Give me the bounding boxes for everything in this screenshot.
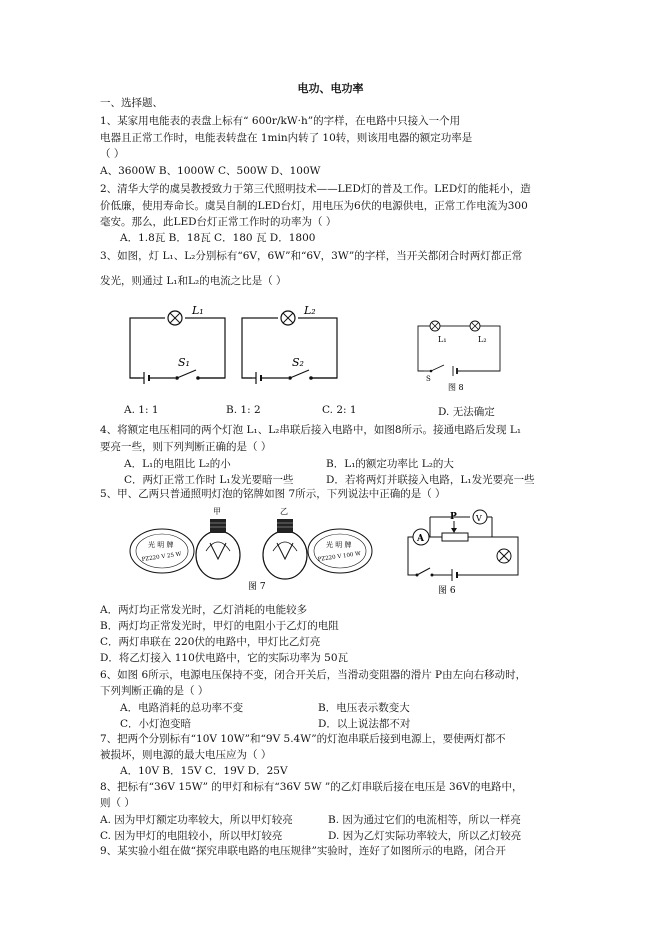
fig6-ammeter-label: A xyxy=(417,534,424,544)
rheostat-icon xyxy=(442,533,468,541)
circuit-2 xyxy=(242,304,337,384)
q3-option-d: D. 无法确定 xyxy=(438,406,495,418)
fig6-caption: 图 6 xyxy=(438,586,456,596)
q4-option-c: C．两灯正常工作时 L₁发光要暗一些 xyxy=(124,474,294,486)
q5-option-b: B．两灯均正常发光时，甲灯的电阻小于乙灯的电阻 xyxy=(100,620,339,632)
q2-line-3: 毫安。那么，此LED台灯正常工作时的功率为（ ） xyxy=(100,216,337,228)
bulb-cap-icon xyxy=(277,519,293,533)
q4-line-2: 要亮一些，则下列判断正确的是（ ） xyxy=(100,441,272,453)
fig-brand-jia: 光 明 牌 xyxy=(148,541,174,549)
q7-line-2: 被损坏，则电源的最大电压应为（ ） xyxy=(100,749,272,761)
q9-line-1: 9、某实验小组在做“探究串联电路的电压规律”实验时，连好了如图所示的电路，闭合开 xyxy=(100,845,506,857)
q7-options: A．10V B．15V C．19V D．25V xyxy=(120,765,288,777)
q4-option-b: B．L₁的额定功率比 L₂的大 xyxy=(326,458,454,470)
q1-options: A、3600W B、1000W C、500W D、100W xyxy=(100,165,321,177)
q1-line-2: 电器且正常工作时，电能表转盘在 1min内转了 10转，则该用电器的额定功率是 xyxy=(100,132,473,144)
q5-option-d: D．将乙灯接入 110伏电路中，它的实际功率为 50瓦 xyxy=(100,652,348,664)
bulb-yi xyxy=(263,507,372,579)
q8-option-b: B. 因为通过它们的电流相等，所以一样亮 xyxy=(328,814,521,826)
q5-q6-figures xyxy=(120,503,540,598)
fig-rating-jia: PZ220 V 25 W xyxy=(141,551,182,563)
page-title: 电功、电功率 xyxy=(297,82,364,95)
q6-line-2: 下列判断正确的是（ ） xyxy=(100,685,209,697)
fig-label-s2: S₂ xyxy=(292,356,304,369)
fig-label-jia: 甲 xyxy=(213,507,221,516)
fig7-caption: 图 7 xyxy=(248,582,266,592)
q3-line-1: 3、如图，灯 L₁、L₂分别标有“6V，6W”和“6V，3W”的字样，当开关都闭合时两灯都正常 xyxy=(100,250,523,262)
q4-option-d: D．若将两灯并联接入电路，L₁发光要亮一些 xyxy=(326,474,535,486)
q8-line-2: 则（ ） xyxy=(100,797,135,809)
q5-option-a: A．两灯均正常发光时，乙灯消耗的电能较多 xyxy=(100,604,308,616)
bulb-glass-icon xyxy=(263,531,307,579)
nameplate-yi xyxy=(308,529,372,573)
fig-label-s1: S₁ xyxy=(178,356,190,369)
q5-line-1: 5、甲、乙两只普通照明灯泡的铭牌如图 7所示，下列说法中正确的是（ ） xyxy=(100,488,446,500)
fig8-caption: 图 8 xyxy=(448,383,464,392)
q8-option-d: D. 因为乙灯实际功率较大，所以乙灯较亮 xyxy=(328,830,522,842)
figure-6 xyxy=(408,510,518,596)
q7-line-1: 7、把两个分别标有“10V 10W”和“9V 5.4W”的灯泡串联后接到电源上，要使两灯都不 xyxy=(100,733,506,745)
circuit-1 xyxy=(130,304,225,384)
q8-option-c: C. 因为甲灯的电阻较小，所以甲灯较亮 xyxy=(100,830,283,842)
fig-label-l2: L₂ xyxy=(304,304,316,317)
q2-line-2: 价低廉，使用寿命长。虞昊自制的LED台灯，用电压为6伏的电源供电，正常工作电流为300 xyxy=(100,200,528,212)
q2-options: A．1.8瓦 B．18瓦 C．180 瓦 D．1800 xyxy=(120,232,316,244)
q3-line-2: 发光，则通过 L₁和L₂的电流之比是（ ） xyxy=(100,275,287,287)
q5-option-c: C．两灯串联在 220伏的电路中，甲灯比乙灯亮 xyxy=(100,636,321,648)
q6-line-1: 6、如图 6所示，电源电压保持不变，闭合开关后，当滑动变阻器的滑片 P由左向右移动时， xyxy=(100,669,527,681)
q6-option-a: A．电路消耗的总功率不变 xyxy=(120,702,244,714)
q2-line-1: 2、清华大学的虞昊教授致力于第三代照明技术——LED灯的普及工作。LED灯的能耗小，造 xyxy=(100,183,531,195)
q6-option-d: D．以上说法都不对 xyxy=(318,718,411,730)
q3-option-a: A. 1: 1 xyxy=(124,404,159,416)
fig-label-yi: 乙 xyxy=(280,507,288,516)
figure-8 xyxy=(418,321,500,392)
fig-rating-yi: PZ220 V 100 W xyxy=(317,551,362,563)
q4-option-a: A．L₁的电阻比 L₂的小 xyxy=(124,458,231,470)
q3-circuit-figures xyxy=(120,300,530,400)
q6-option-b: B．电压表示数变大 xyxy=(318,702,410,714)
q8-option-a: A. 因为甲灯额定功率较大，所以甲灯较亮 xyxy=(100,814,293,826)
q4-line-1: 4、将额定电压相同的两个灯泡 L₁、L₂串联后接入电路中，如图8所示。接通电路后发现 L₁ xyxy=(100,424,522,436)
section-heading: 一、选择题、 xyxy=(100,97,163,109)
q1-line-3: （ ） xyxy=(100,148,125,160)
fig6-voltmeter-label: V xyxy=(476,514,482,523)
nameplate-jia xyxy=(130,529,194,573)
fig8-label-l1: L₁ xyxy=(438,335,447,344)
bulb-jia xyxy=(130,507,240,579)
bulb-cap-icon xyxy=(210,519,226,533)
fig6-slider-label: P xyxy=(450,512,457,522)
q8-line-1: 8、把标有“36V 15W” 的甲灯和标有“36V 5W ”的乙灯串联后接在电压是 36V的电路中， xyxy=(100,781,523,793)
q6-option-c: C．小灯泡变暗 xyxy=(120,718,192,730)
fig8-label-s: S xyxy=(426,375,431,383)
fig-brand-yi: 光 明 牌 xyxy=(326,541,352,549)
bulb-glass-icon xyxy=(196,531,240,579)
fig-label-l1: L₁ xyxy=(192,304,204,317)
fig8-label-l2: L₂ xyxy=(478,335,487,344)
q3-option-b: B. 1: 2 xyxy=(226,404,261,416)
q1-line-1: 1、某家用电能表的表盘上标有“ 600r/kW·h”的字样，在电路中只接入一个用 xyxy=(100,115,461,127)
q3-option-c: C. 2: 1 xyxy=(322,404,357,416)
